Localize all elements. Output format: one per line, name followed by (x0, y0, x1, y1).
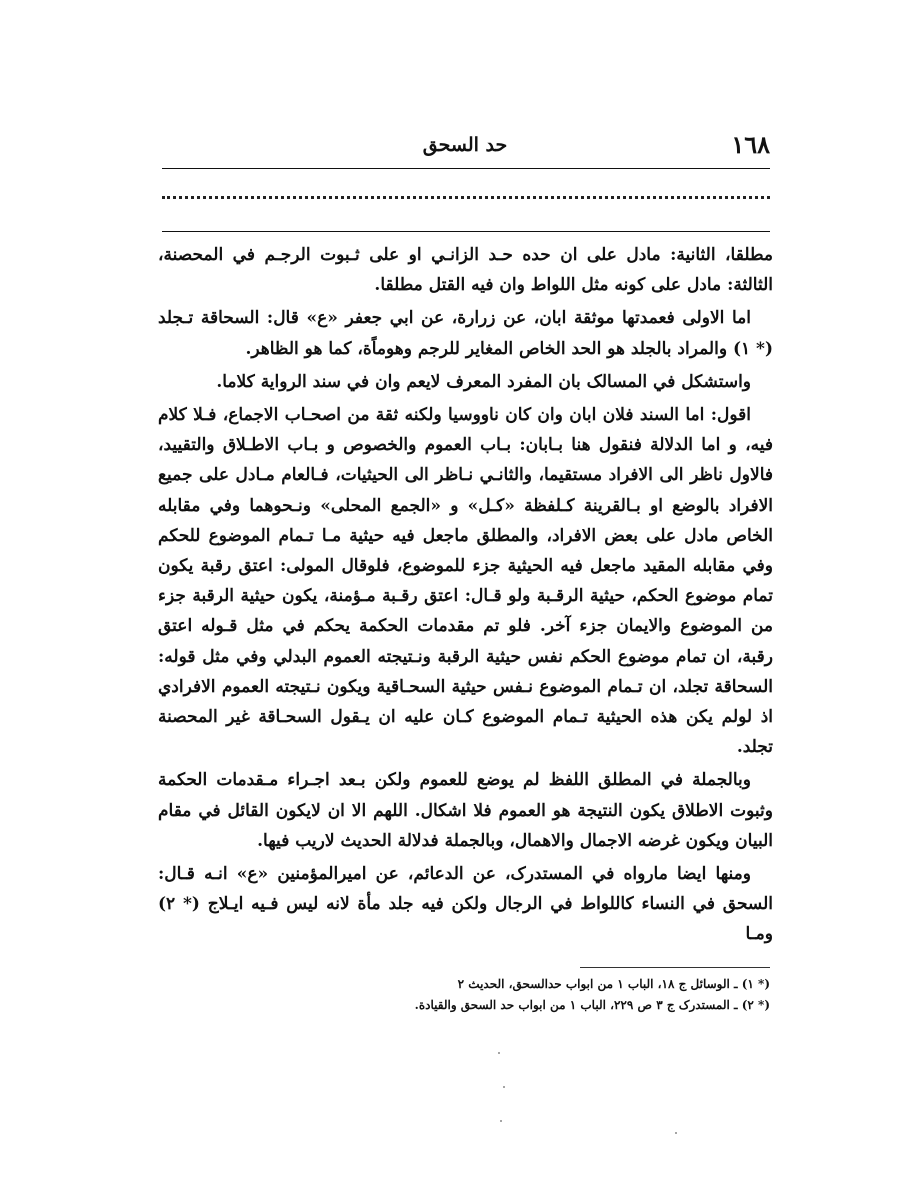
paragraph-2: اما الاولى فعمدتها موثقة ابان، عن زرارة، عن ابي جعفر «ع» قال: السحاقة تـجلد (* ١) والمراد بالجلد هو الحد الخاص المغاير للرجم وهوماًة، كما هو الظاهر. (158, 308, 773, 359)
paragraph-6: ومنها ايضا مارواه في المستدرک، عن الدعائم، عن اميرالمؤمنين «ع» انـه قـال: السحق في النساء كاللواط في الرجال ولكن فيه جلد مأة لانه ليس فـيه ايـلاج (* ٢) ومـا (158, 864, 773, 945)
page-number: ١٦٨ (731, 130, 770, 159)
paragraph-4: اقول: اما السند فلان ابان وان كان ناووسيا ولكنه ثقة من اصحـاب الاجماع، فـلا كلام فيه، و اما الدلالة فنقول هنا بـابان: بـاب العموم والخصوص و بـاب الاطـلاق والتقييد، فالاول ناظر الى الافراد مستقيما، والثانـي نـاظر الى الحيثيات، فـالعام مـادل على جميع الافراد بالوضع او بـالقرينة كـلفظة «كـل» و «الجمع المحلى» ونـحوهما وفي مقابله الخاص مادل على بعض الافراد، والمطلق ماجعل فيه حيثية مـا تـمام الموضوع للحكم وفي مقابله المقيد ماجعل فيه الحيثية جزء للموضوع، فلوقال المولى: اعتق رقبة يكون تمام موضوع الحكم، حيثية الرقـبة ولو قـال: اعتق رقـبة مـؤمنة، يكون حيثية الرقبة جزء من الموضوع والايمان جزء آخر. فلو تم مقدمات الحكمة يحكم في مثل قـوله اعتق رقبة، ان تمام موضوع الحكم نفس حيثية الرقبة ونـتيجته العموم البدلي وفي مثل قوله: السحاقة تجلد، ان تـمام الموضوع نـفس حيثية السحـاقية ويكون نـتيجته العموم الافرادي اذ لولم يكن هذه الحيثية تـمام الموضوع كـان عليه ان يـقول السحـاقة غير المحصنة تجلد. (158, 405, 773, 758)
paragraph-1: مطلقا، الثانية: مادل على ان حده حـد الزانـي او على ثـبوت الرجـم في المحصنة، الثالثة: مادل على كونه مثل اللواط وان فيه القتل مطلقا. (158, 245, 773, 296)
header-rule-bottom (162, 231, 770, 232)
header-dotted-rule (162, 196, 770, 199)
header-rule-top (162, 168, 770, 169)
paragraph-3: واستشكل في المسالک بان المفرد المعرف لايعم وان في سند الرواية كلاما. (216, 371, 751, 392)
scan-speck (500, 1120, 502, 1122)
scan-speck (675, 1132, 677, 1134)
running-title: حد السحق (422, 134, 508, 156)
body-text (158, 240, 773, 953)
page-header (160, 128, 770, 168)
footnote-rule (580, 967, 770, 968)
footnote-1: (* ١) ـ الوسائل ج ١٨، الباب ١ من ابواب حدالسحق، الحديث ٢ (457, 977, 770, 991)
paragraph-5: وبالجملة في المطلق اللفظ لم يوضع للعموم ولكن بـعد اجـراء مـقدمات الحكمة وثبوت الاطلاق يكون النتيجة هو العموم فلا اشكال. اللهم الا ان لايكون القائل في مقام البيان ويكون غرضه الاجمال والاهمال، وبالجملة فدلالة الحديث لاريب فيها. (158, 770, 773, 851)
scan-speck (503, 1086, 505, 1088)
footnotes (190, 967, 770, 1016)
scan-speck (498, 1052, 500, 1054)
footnote-2: (* ٢) ـ المستدرک ج ٣ ص ٢٢٩، الباب ١ من ابواب حد السحق والقيادة. (414, 998, 770, 1012)
